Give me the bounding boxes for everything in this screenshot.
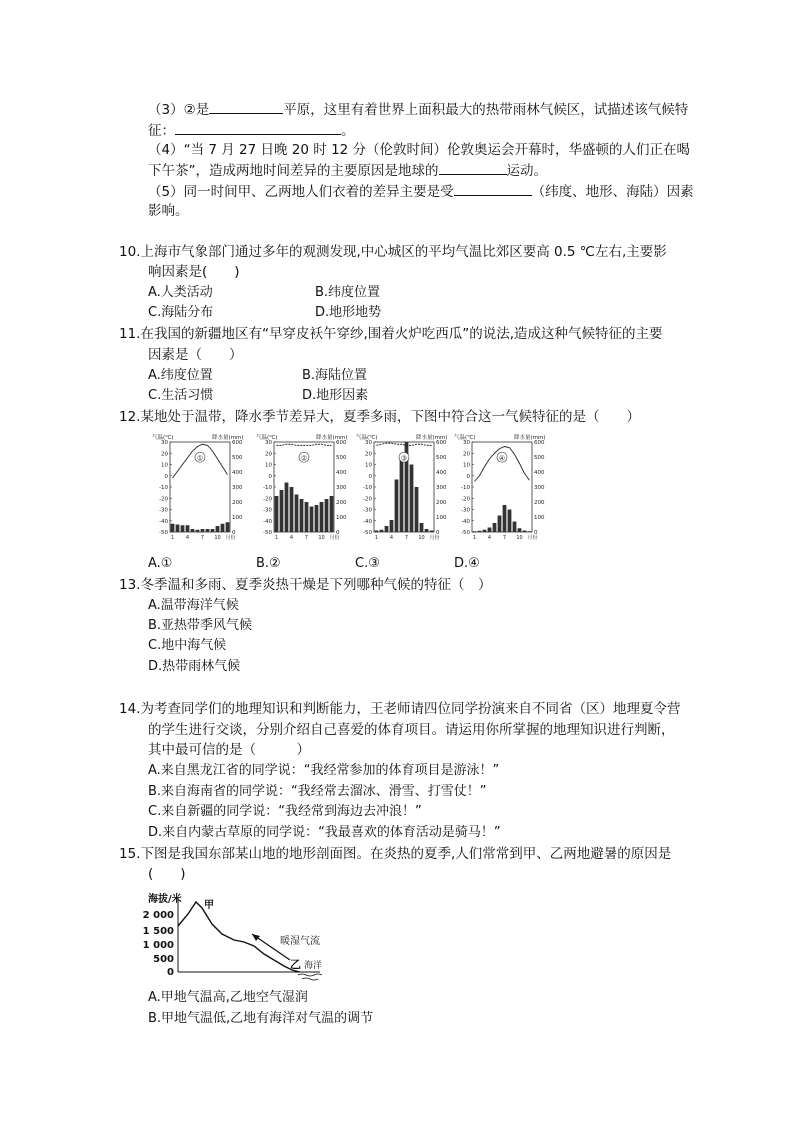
q11-stem-line2: 因素是（ ） (148, 347, 243, 363)
q11-option-a[interactable]: A.纬度位置 (148, 368, 213, 383)
chart-temp-tick: -10 (263, 485, 272, 491)
chart-temp-tick: 30 (365, 440, 372, 446)
q13-stem: 13.冬季温和多雨、夏季炎热干燥是下列哪种气候的特征（ ） (119, 577, 492, 593)
precip-bar (385, 526, 389, 532)
q9-blank-motion[interactable] (439, 160, 507, 175)
q13-option-b[interactable]: B.亚热带季风气候 (148, 618, 253, 633)
precip-bar (186, 525, 190, 532)
chart-temp-axis-label: 气温(℃) (454, 435, 476, 441)
chart-month-tick: 1 (170, 535, 175, 541)
q9-part5-line2 (148, 201, 189, 221)
chart-temp-tick: 20 (265, 451, 272, 458)
q14-option-c[interactable]: C.来自新疆的同学说：“我经常到海边去冲浪！” (148, 804, 422, 819)
chart-precip-tick: 300 (336, 485, 347, 491)
chart-precip-tick: 100 (232, 515, 243, 521)
profile-tick-0: 0 (167, 967, 174, 978)
terrain-profile-diagram (140, 888, 340, 986)
profile-label-airflow: 暖湿气流 (280, 936, 320, 947)
profile-tick-1000: 1 000 (142, 940, 174, 951)
precip-bar (305, 502, 309, 532)
precip-bar (518, 528, 522, 532)
chart-temp-tick: 20 (365, 451, 372, 458)
chart-precip-tick: 500 (436, 455, 447, 461)
q9-p5-text-b: （纬度、地形、海陆）因素 (531, 184, 694, 200)
chart-precip-tick: 400 (534, 470, 545, 476)
q14-option-b[interactable]: B.来自海南省的同学说：“我经常去溜冰、滑雪、打雪仗！” (148, 784, 487, 799)
climate-chart-1 (152, 433, 244, 541)
q11-option-b[interactable]: B.海陆位置 (302, 368, 368, 383)
chart-temp-tick: 10 (161, 462, 168, 469)
chart-temp-tick: -20 (363, 496, 372, 503)
q9-blank-factor[interactable] (454, 181, 532, 196)
q14-stem-line2: 的学生进行交谈，分别介绍自己喜爱的体育项目。请运用你所掌握的地理知识进行判断， (148, 722, 675, 738)
q9-p3-text-c: 征： (148, 123, 175, 139)
precip-bar (523, 531, 527, 533)
climate-chart-4 (454, 433, 546, 541)
q9-part3-line2 (148, 120, 355, 141)
chart-month-tick: 7 (502, 535, 507, 541)
chart-temp-tick: 30 (161, 440, 168, 446)
precip-bar (300, 499, 304, 532)
chart-temp-tick: -50 (363, 530, 372, 536)
precip-bar (425, 529, 429, 532)
chart-number-label: ④ (498, 454, 506, 463)
chart-precip-tick: 500 (534, 455, 545, 461)
chart-precip-tick: 0 (232, 530, 236, 536)
chart-month-tick: 10 (318, 535, 325, 541)
chart-temp-tick: 30 (463, 440, 470, 446)
q12-option-c[interactable]: C.③ (355, 556, 380, 571)
chart-temp-tick: -30 (461, 507, 470, 514)
precip-bar (171, 524, 175, 532)
precip-bar (503, 505, 507, 532)
precip-bar (380, 530, 384, 532)
q9-p3-text-b: 平原，这里有着世界上面积最大的热带雨林气候区，试描述该气候特 (283, 102, 689, 118)
chart-temp-axis-label: 气温(℃) (356, 435, 378, 441)
precip-bar (415, 487, 419, 532)
precip-bar (493, 523, 497, 532)
temperature-line (277, 444, 332, 445)
q14-stem-line3: 其中最可信的是（ ） (148, 742, 310, 758)
profile-label-ocean: 海洋 (304, 961, 323, 971)
precip-bar (390, 520, 394, 532)
profile-label-jia: 甲 (204, 900, 214, 911)
precip-bar (400, 457, 404, 532)
temperature-line (377, 443, 432, 445)
chart-precip-tick: 200 (336, 500, 347, 506)
q10-option-c[interactable]: C.海陆分布 (148, 305, 214, 320)
q9-p4-text-c: 运动。 (506, 163, 547, 179)
chart-temp-tick: -40 (263, 518, 272, 525)
q10-option-b[interactable]: B.纬度位置 (315, 285, 381, 300)
precip-bar (320, 502, 324, 532)
precip-bar (201, 529, 205, 532)
q12-option-a[interactable]: A.① (148, 556, 173, 571)
precip-bar (295, 495, 299, 533)
q12-option-b[interactable]: B.② (256, 556, 281, 571)
q15-option-b[interactable]: B.甲地气温低,乙地有海洋对气温的调节 (148, 1011, 374, 1026)
chart-month-tick: 7 (200, 535, 205, 541)
precip-bar (395, 480, 399, 533)
chart-precip-tick: 0 (336, 530, 340, 536)
chart-precip-tick: 300 (436, 485, 447, 491)
precip-bar (528, 531, 532, 532)
q9-p5-text-c: 影响。 (148, 203, 189, 219)
chart-precip-tick: 100 (436, 515, 447, 521)
chart-temp-tick: 20 (463, 451, 470, 458)
q9-blank-climate[interactable] (175, 120, 341, 135)
precip-bar (508, 510, 512, 533)
chart-number-label: ③ (400, 454, 408, 463)
chart-month-tick: 月份 (527, 535, 538, 541)
q9-p3-text-d: 。 (341, 123, 355, 139)
chart-temp-tick: -40 (363, 518, 372, 525)
chart-number-label: ① (196, 454, 204, 463)
q10-option-a[interactable]: A.人类活动 (148, 285, 213, 300)
chart-month-tick: 月份 (329, 535, 340, 541)
q13-option-a[interactable]: A.温带海洋气候 (148, 598, 239, 613)
chart-precip-axis-label: 降水量(mm) (316, 435, 348, 441)
precip-bar (310, 507, 314, 533)
q10-option-d[interactable]: D.地形地势 (315, 305, 382, 320)
q12-option-d[interactable]: D.④ (454, 556, 480, 571)
chart-month-tick: 7 (404, 535, 409, 541)
precip-bar (473, 531, 477, 532)
chart-temp-tick: -40 (159, 518, 168, 525)
chart-precip-tick: 300 (232, 485, 243, 491)
precip-bar (211, 529, 215, 532)
chart-precip-tick: 500 (232, 455, 243, 461)
precip-bar (275, 496, 279, 532)
climate-chart-2 (256, 433, 348, 541)
q9-part5-line1 (148, 181, 694, 202)
profile-ylabel: 海拔/米 (148, 894, 182, 905)
q14-option-d[interactable]: D.来自内蒙古草原的同学说：“我最喜欢的体育活动是骑马！” (148, 825, 501, 840)
chart-month-tick: 4 (487, 535, 492, 541)
chart-precip-tick: 200 (534, 500, 545, 506)
chart-precip-tick: 400 (336, 470, 347, 476)
precip-bar (478, 531, 482, 532)
chart-temp-tick: -40 (461, 518, 470, 525)
chart-precip-tick: 600 (534, 440, 545, 446)
q11-option-c[interactable]: C.生活习惯 (148, 388, 214, 403)
chart-precip-tick: 100 (534, 515, 545, 521)
chart-precip-tick: 0 (436, 530, 440, 536)
precip-bar (488, 528, 492, 533)
chart-month-tick: 4 (289, 535, 294, 541)
precip-bar (176, 525, 180, 533)
q10-stem-line2: 响因素是( ) (148, 264, 240, 280)
ocean-wave-1 (298, 974, 322, 976)
chart-month-tick: 1 (374, 535, 379, 541)
chart-precip-tick: 200 (436, 500, 447, 506)
q13-option-d[interactable]: D.热带雨林气候 (148, 659, 241, 674)
profile-tick-500: 500 (153, 954, 174, 965)
chart-precip-axis-label: 降水量(mm) (212, 435, 244, 441)
airflow-arrowhead (252, 934, 260, 941)
precip-bar (285, 483, 289, 533)
chart-temp-tick: -50 (263, 530, 272, 536)
chart-precip-tick: 600 (232, 440, 243, 446)
chart-month-tick: 1 (472, 535, 477, 541)
chart-temp-tick: 0 (466, 473, 470, 480)
precip-bar (206, 529, 210, 532)
chart-precip-tick: 0 (534, 530, 538, 536)
chart-temp-tick: -30 (159, 507, 168, 514)
precip-bar (196, 530, 200, 532)
precip-bar (513, 522, 517, 533)
precip-bar (330, 496, 334, 532)
chart-month-tick: 10 (418, 535, 425, 541)
chart-temp-tick: 0 (368, 473, 372, 480)
climate-charts (150, 432, 550, 552)
precip-bar (290, 487, 294, 532)
precip-bar (226, 522, 230, 532)
precip-bar (375, 531, 379, 533)
chart-precip-axis-label: 降水量(mm) (514, 435, 546, 441)
precip-bar (410, 465, 414, 533)
temperature-line (475, 447, 530, 482)
chart-temp-tick: -20 (263, 496, 272, 503)
chart-temp-tick: -10 (363, 485, 372, 491)
precip-bar (498, 516, 502, 533)
q13-option-c[interactable]: C.地中海气候 (148, 638, 227, 653)
chart-precip-tick: 300 (534, 485, 545, 491)
chart-precip-tick: 400 (232, 470, 243, 476)
chart-temp-tick: 10 (365, 462, 372, 469)
precip-bar (325, 499, 329, 532)
chart-temp-tick: 10 (265, 462, 272, 469)
q14-stem-line1: 14.为考查同学们的地理知识和判断能力，王老师请四位同学扮演来自不同省（区）地理夏令营 (119, 701, 681, 717)
precip-bar (191, 529, 195, 532)
q15-stem-line1: 15.下图是我国东部某山地的地形剖面图。在炎热的夏季,人们常常到甲、乙两地避暑的原因是 (119, 846, 672, 862)
chart-precip-axis-label: 降水量(mm) (416, 435, 448, 441)
precip-bar (483, 530, 487, 532)
precip-bar (280, 490, 284, 532)
chart-precip-tick: 500 (336, 455, 347, 461)
q9-blank-plain[interactable] (209, 99, 283, 114)
precip-bar (216, 526, 220, 532)
chart-temp-tick: 10 (463, 462, 470, 469)
chart-month-tick: 月份 (225, 535, 236, 541)
chart-month-tick: 1 (274, 535, 279, 541)
q14-option-a[interactable]: A.来自黑龙江省的同学说：“我经常参加的体育项目是游泳！” (148, 763, 500, 778)
precip-bar (181, 525, 185, 532)
q9-p3-text-a: （3）②是 (148, 102, 210, 118)
chart-precip-tick: 200 (232, 500, 243, 506)
q15-stem-line2: ( ) (148, 866, 186, 882)
q9-p4-text-a: （4）“当 7 月 27 日晚 20 时 12 分（伦敦时间）伦敦奥运会开幕时，华盛顿的人们正在喝 (148, 142, 691, 158)
chart-month-tick: 4 (185, 535, 190, 541)
precip-bar (315, 505, 319, 532)
chart-temp-tick: -50 (461, 530, 470, 536)
chart-temp-tick: -30 (263, 507, 272, 514)
chart-temp-tick: -10 (461, 485, 470, 491)
chart-month-tick: 10 (516, 535, 523, 541)
profile-label-yi: 乙 (290, 958, 301, 971)
precip-bar (430, 531, 434, 533)
q9-p4-text-b: 下午茶”，造成两地时间差异的主要原因是地球的 (148, 163, 439, 179)
q9-p5-text-a: （5）同一时间甲、乙两地人们衣着的差异主要是受 (148, 184, 454, 200)
chart-precip-tick: 600 (336, 440, 347, 446)
chart-precip-tick: 100 (336, 515, 347, 521)
chart-precip-tick: 400 (436, 470, 447, 476)
climate-chart-3 (356, 433, 448, 541)
chart-temp-tick: -50 (159, 530, 168, 536)
chart-month-tick: 10 (214, 535, 221, 541)
chart-month-tick: 4 (389, 535, 394, 541)
q9-part4-line1 (148, 140, 690, 160)
chart-temp-tick: 0 (164, 473, 168, 480)
q11-option-d[interactable]: D.地形因素 (302, 388, 369, 403)
chart-month-tick: 7 (304, 535, 309, 541)
q9-part3-line1 (148, 99, 688, 120)
chart-temp-tick: -20 (461, 496, 470, 503)
q15-option-a[interactable]: A.甲地气温高,乙地空气湿润 (148, 990, 308, 1005)
q10-stem-line1: 10.上海市气象部门通过多年的观测发现,中心城区的平均气温比郊区要高 0.5 ℃左右,主要影 (119, 244, 667, 260)
q9-part4-line2 (148, 160, 547, 181)
chart-temp-tick: -20 (159, 496, 168, 503)
ocean-wave-2 (302, 978, 318, 980)
chart-temp-tick: 30 (265, 440, 272, 446)
precip-bar (420, 523, 424, 532)
chart-precip-tick: 600 (436, 440, 447, 446)
q12-stem: 12.某地处于温带，降水季节差异大，夏季多雨，下图中符合这一气候特征的是（ ） (119, 409, 640, 425)
chart-temp-tick: 20 (161, 451, 168, 458)
chart-temp-axis-label: 气温(℃) (256, 435, 278, 441)
precip-bar (221, 524, 225, 532)
chart-temp-tick: -10 (159, 485, 168, 491)
chart-number-label: ② (300, 454, 308, 463)
profile-tick-1500: 1 500 (142, 926, 174, 937)
q11-stem-line1: 11.在我国的新疆地区有“早穿皮袄午穿纱,围着火炉吃西瓜”的说法,造成这种气候特征的主要 (119, 326, 663, 342)
chart-temp-tick: -30 (363, 507, 372, 514)
chart-temp-axis-label: 气温(℃) (152, 435, 174, 441)
chart-temp-tick: 0 (268, 473, 272, 480)
chart-month-tick: 月份 (429, 535, 440, 541)
profile-tick-2000: 2 000 (142, 910, 174, 921)
